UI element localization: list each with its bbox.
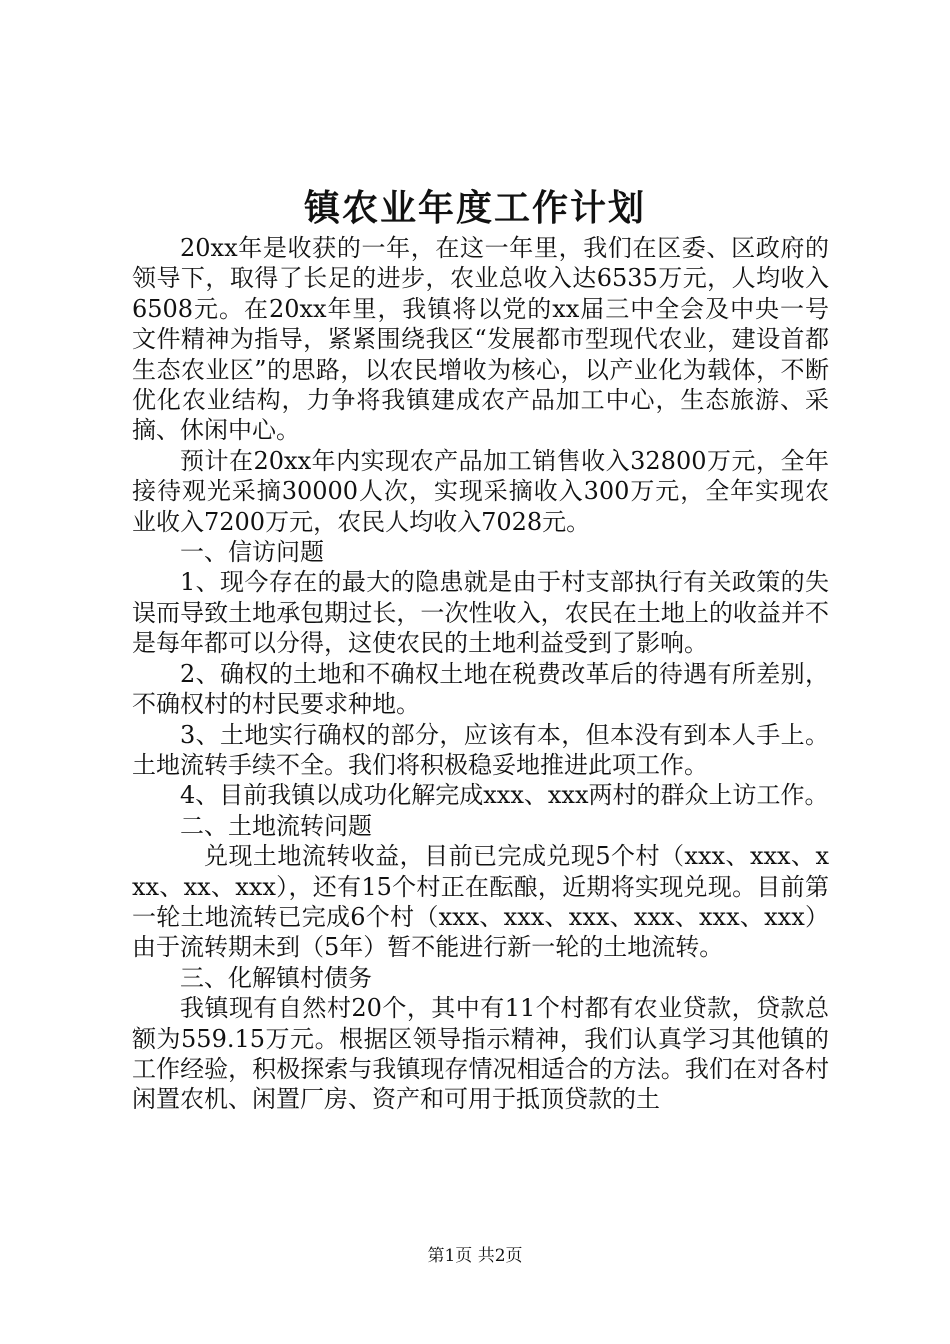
section-heading-debt: 三、化解镇村债务 (180, 963, 372, 992)
paragraph-petition-item-1: 1、现今存在的最大的隐患就是由于村支部执行有关政策的失误而导致土地承包期过长，一次性收入，农民在土地上的收益并不是每年都可以分得，这使农民的土地利益受到了影响。 (132, 568, 829, 658)
page-footer: 第1页 共2页 (427, 1246, 523, 1266)
section-heading-petitions: 一、信访问题 (180, 538, 324, 567)
document-body (132, 233, 829, 1115)
paragraph-petition-item-4: 4、目前我镇以成功化解完成xxx、xxx两村的群众上访工作。 (180, 781, 829, 810)
section-heading-land-transfer: 二、土地流转问题 (180, 811, 372, 840)
document-title: 镇农业年度工作计划 (303, 187, 646, 229)
paragraph-forecast: 预计在20xx年内实现农产品加工销售收入32800万元，全年接待观光采摘30000人次，实现采摘收入300万元，全年实现农业收入7200万元，农民人均收入7028元。 (132, 446, 829, 536)
paragraph-intro: 20xx年是收获的一年，在这一年里，我们在区委、区政府的领导下，取得了长足的进步，农业总收入达6535万元，人均收入6508元。在20xx年里，我镇将以党的xx届三中全会及中央一号文件精神为指导，紧紧围绕我区“发展都市型现代农业，建设首都生态农业区”的思路，以农民增收为核心，以产业化为载体，不断优化农业结构，力争将我镇建成农产品加工中心，生态旅游、采摘、休闲中心。 (132, 234, 829, 445)
paragraph-debt: 我镇现有自然村20个，其中有11个村都有农业贷款，贷款总额为559.15万元。根据区领导指示精神，我们认真学习其他镇的工作经验，积极探索与我镇现存情况相适合的方法。我们在对各村闲置农机、闲置厂房、资产和可用于抵顶贷款的土 (132, 994, 829, 1114)
paragraph-petition-item-3: 3、土地实行确权的部分，应该有本，但本没有到本人手上。土地流转手续不全。我们将积极稳妥地推进此项工作。 (132, 720, 829, 779)
paragraph-land-transfer: 兑现土地流转收益，目前已完成兑现5个村（xxx、xxx、xxx、xx、xxx），还有15个村正在酝酿，近期将实现兑现。目前第一轮土地流转已完成6个村（xxx、xxx、xxx、xxx、xxx、xxx）由于流转期未到（5年）暂不能进行新一轮的土地流转。 (132, 842, 829, 962)
paragraph-petition-item-2: 2、确权的土地和不确权土地在税费改革后的待遇有所差别，不确权村的村民要求种地。 (132, 659, 829, 719)
